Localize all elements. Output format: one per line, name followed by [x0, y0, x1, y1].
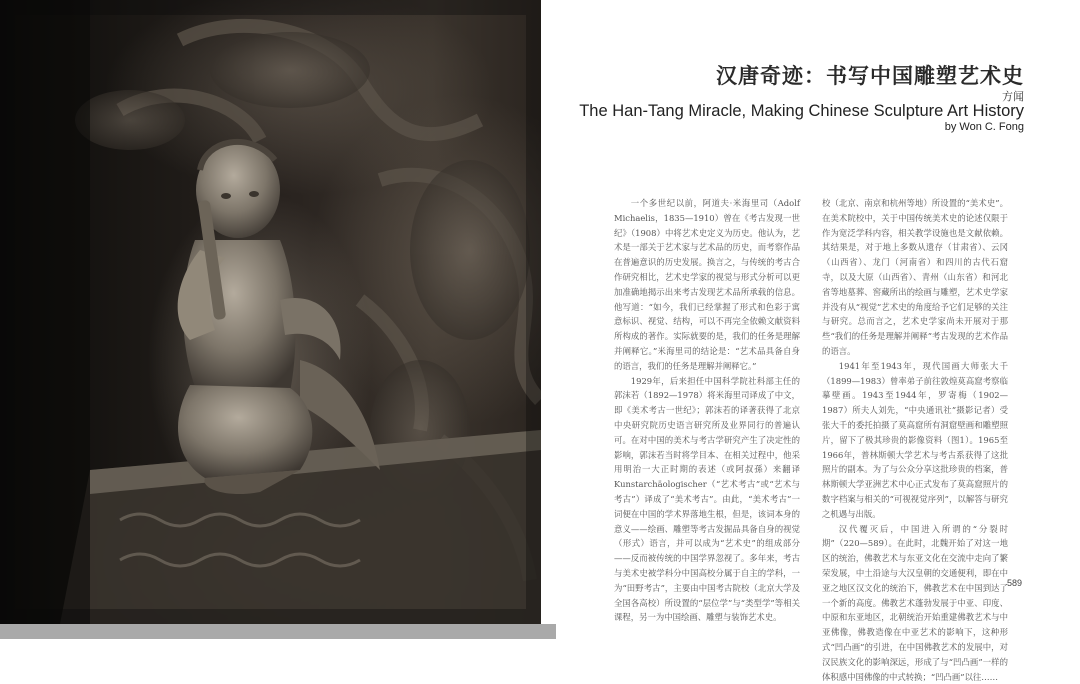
kneeling-figure — [178, 142, 380, 494]
paragraph: 1929年，后来担任中国科学院社科部主任的郭沫若（1892—1978）将米海里司译成了中文，即《美术考古一世纪》；郭沫若的译著获得了北京中央研究院历史语言研究所及业界同行的普遍认可。在对中国的美术与考古学研究产生了决定性的影响，郭沫若当时将学目本、在相关过程中，他采用明治一大正时期的表述（或阿叔孫）来翻译Kunstarchäologischer（“艺术考古”或“艺术与考古”）译成了“美术考古”。由此，“美术考古”一词便在中国的学术界落地生根，但是，该词本身的意义——绘画、雕塑等考古发掘品具备自身的视觉（形式）语言，并可以成为“艺术史”的组成部分——反而被传统的中国学界忽视了。多年来，考古与美术史被学科分中国高校分属于自主的学科，一为“田野考古”，主要由中国考古院校（北京大学及全国各高校）所设置的“层位学”与“类型学”等相关课程，另一为中国绘画、雕塑与装饰艺术史。 — [614, 375, 800, 623]
author-name-en: by Won C. Fong — [944, 121, 1024, 133]
figure-sculpture-illustration — [0, 0, 541, 624]
page-number: 589 — [1006, 578, 1022, 588]
body-column-right — [822, 196, 1008, 682]
sculpture-photo — [0, 0, 541, 624]
paragraph: 校（北京、南京和杭州等地）所设置的“美术史”。在美术院校中，关于中国传统美术史的论述仅限于作为宽泛学科内容，相关教学设施也是文献依赖。其结果是，对于地上多数从遗存（甘肃省）、云冈（山西省）、龙门（河南省）和四川的古代石窟寺，以及大原（山西省）、青州（山东省）和河北省等地墓葬、窖藏所出的绘画与雕塑，艺术史学家并没有从“视觉”艺术史的角度给予它们足够的关注与研究。总而言之，艺术史学家尚未开展对于那些“我们的任务是理解并阐释”考古发现的艺术作品的语言。 — [822, 198, 1008, 356]
author-name-zh: 方闻 — [1002, 90, 1024, 103]
text-page — [541, 0, 1080, 682]
body-column-left — [614, 196, 800, 623]
paragraph: 汉代覆灭后，中国进入所谓的“分裂时期”（220—589）。在此时，北魏开始了对这一地区的统治，佛教艺术与东亚文化在交流中走向了繁荣发展，中土沿途与大汉皇朝的交通便利，即在中亚之地区汉文化的统治下，佛教艺术在中国到达了一个新的高度。佛教艺术蓬勃发展于中亚、印度、中原和东亚地区，北朝统治开始重建佛教艺术与中亚佛像，佛教造像在中亚艺术的影响下，这种形式“凹凸画”的引进，在中国佛教艺术的发展中，对汉民族文化的影响深远，形成了与“凹凸画”一样的体积感中国佛像的中式转换；“凹凸画”以往…… — [822, 523, 1008, 682]
article-title-en: The Han-Tang Miracle, Making Chinese Sculpture Art History — [579, 102, 1024, 120]
paragraph: 一个多世纪以前，阿道夫·米海里司（Adolf Michaelis，1835—1910）曾在《考古发现一世纪》（1908）中将艺术史定义为历史。他认为，艺术是一部关于艺术家与艺术品的历史，而考察作品在普遍意识的历史发展。换言之，与传统的考古合作研究相比，艺术史学家的视觉与形式分析可以更加准确地揭示出来考古发现艺术品所承载的信息。他写道：“如今，我们已经掌握了形式和色彩于寓意标识、视觉、结构，可以不再完全依赖文献资料所构成的著作。实际就要的是，我们的任务是理解并阐释它。”米海里司的结论是：“艺术品具备自身的语言，我们的任务是理解并阐释它。” — [614, 198, 800, 371]
paragraph: 1941年至1943年，现代国画大师张大千（1899—1983）曾率弟子前往敦煌莫高窟考察临摹壁画。1943至1944年，罗寄梅（1902—1987）所夫人刘先，“中央通讯社”摄影记者）受张大千的委托拍摄了莫高窟所有洞窟壁画和雕塑照片，留下了极其珍贵的影像资料（图1）。1965至1966年，普林斯顿大学艺术与考古系获得了这批照片的副本。为了与公众分享这批珍贵的档案，普林斯顿大学亚洲艺术中心正式发布了莫高窟照片的数字档案与相关的“可视视觉序列”，以解答与研究之机遇与出版。 — [822, 360, 1008, 519]
article-title-zh: 汉唐奇迹：书写中国雕塑艺术史 — [716, 63, 1024, 88]
